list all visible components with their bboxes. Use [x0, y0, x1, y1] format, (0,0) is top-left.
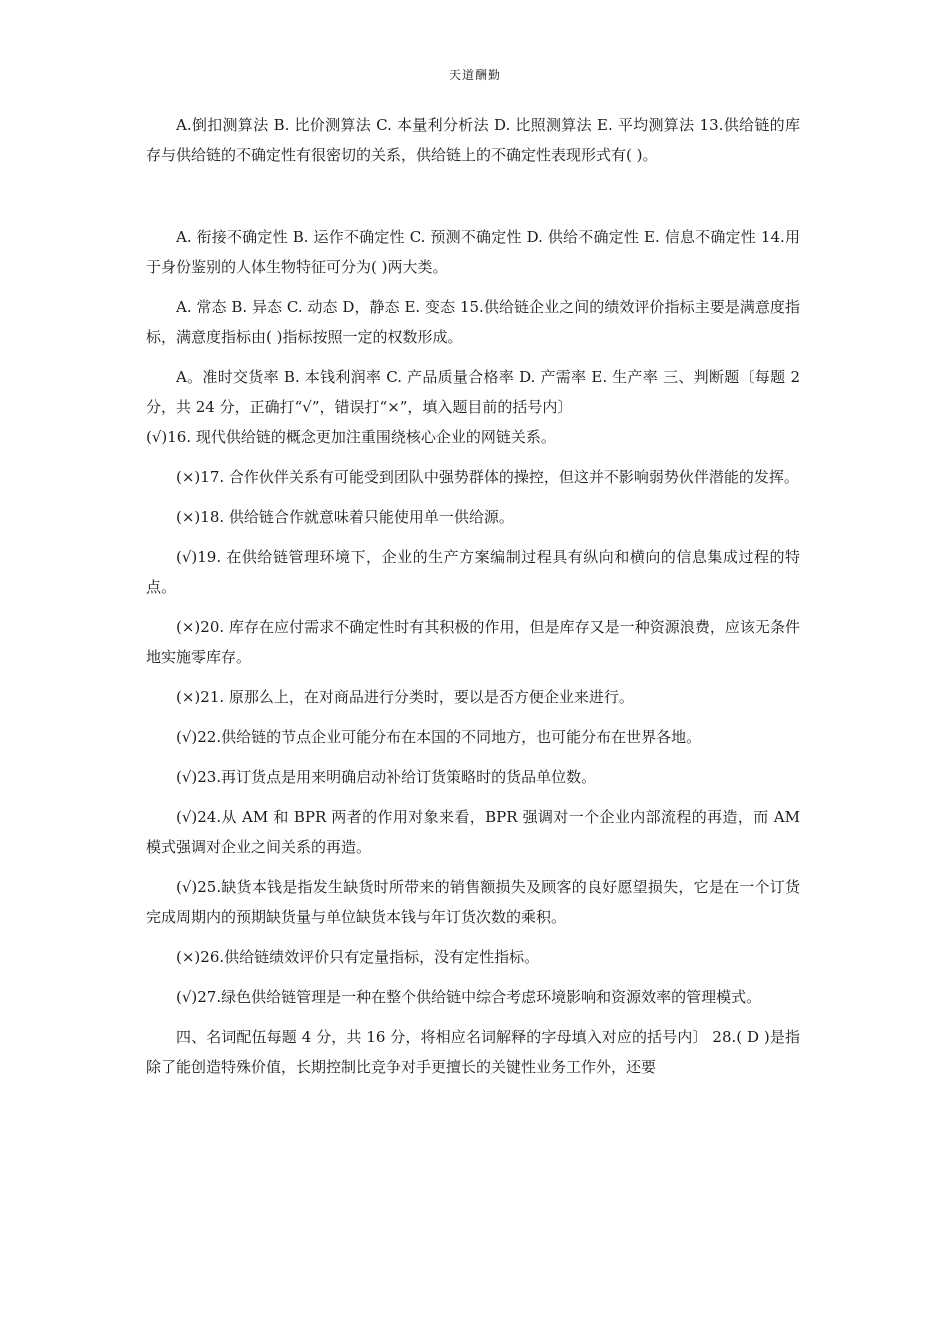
judgment-item-24: (√)24.从 AM 和 BPR 两者的作用对象来看，BPR 强调对一个企业内部流程的再造，而 AM 模式强调对企业之间关系的再造。 [146, 808, 800, 856]
paragraph-options-12: A.倒扣测算法 B. 比价测算法 C. 本量利分析法 D. 比照测算法 E. 平均测算法 13.供给链的库存与供给链的不确定性有很密切的关系，供给链上的不确定性表现形式有( )。 [146, 116, 800, 164]
section-four-heading: 四、名词配伍每题 4 分，共 16 分，将相应名词解释的字母填入对应的括号内〕 28.( D )是指除了能创造特殊价值，长期控制比竞争对手更擅长的关键性业务工作外，还要 [146, 1028, 800, 1076]
paragraph-options-14: A. 常态 B. 异态 C. 动态 D，静态 E. 变态 15.供给链企业之间的绩效评价指标主要是满意度指标，满意度指标由( )指标按照一定的权数形成。 [146, 298, 800, 346]
paragraph-options-13: A. 衔接不确定性 B. 运作不确定性 C. 预测不确定性 D. 供给不确定性 E. 信息不确定性 14.用于身份鉴别的人体生物特征可分为( )两大类。 [146, 228, 800, 276]
judgment-item-23: (√)23.再订货点是用来明确启动补给订货策略时的货品单位数。 [176, 768, 597, 786]
judgment-item-26: (×)26.供给链绩效评价只有定量指标，没有定性指标。 [176, 948, 540, 966]
judgment-item-16: (√)16. 现代供给链的概念更加注重围绕核心企业的网链关系。 [146, 428, 556, 446]
judgment-item-21: (×)21. 原那么上，在对商品进行分类时，要以是否方便企业来进行。 [176, 688, 634, 706]
judgment-item-18: (×)18. 供给链合作就意味着只能使用单一供给源。 [176, 508, 514, 526]
judgment-item-20: (×)20. 库存在应付需求不确定性时有其积极的作用，但是库存又是一种资源浪费，应该无条件地实施零库存。 [146, 618, 800, 666]
judgment-item-25: (√)25.缺货本钱是指发生缺货时所带来的销售额损失及顾客的良好愿望损失，它是在一个订货完成周期内的预期缺货量与单位缺货本钱与年订货次数的乘积。 [146, 878, 800, 926]
paragraph-options-15: A。准时交货率 B. 本钱利润率 C. 产品质量合格率 D. 产需率 E. 生产率 三、判断题〔每题 2 分，共 24 分，正确打“√”，错误打“×”，填入题目前的括号内〕 [146, 368, 800, 416]
judgment-item-22: (√)22.供给链的节点企业可能分布在本国的不同地方，也可能分布在世界各地。 [176, 728, 702, 746]
judgment-item-19: (√)19. 在供给链管理环境下，企业的生产方案编制过程具有纵向和横向的信息集成过程的特点。 [146, 548, 800, 596]
document-body [146, 110, 800, 1082]
page-header: 天道酬勤 [448, 68, 501, 82]
judgment-item-27: (√)27.绿色供给链管理是一种在整个供给链中综合考虑环境影响和资源效率的管理模式。 [176, 988, 762, 1006]
judgment-item-17: (×)17. 合作伙伴关系有可能受到团队中强势群体的操控，但这并不影响弱势伙伴潜能的发挥。 [176, 468, 799, 486]
